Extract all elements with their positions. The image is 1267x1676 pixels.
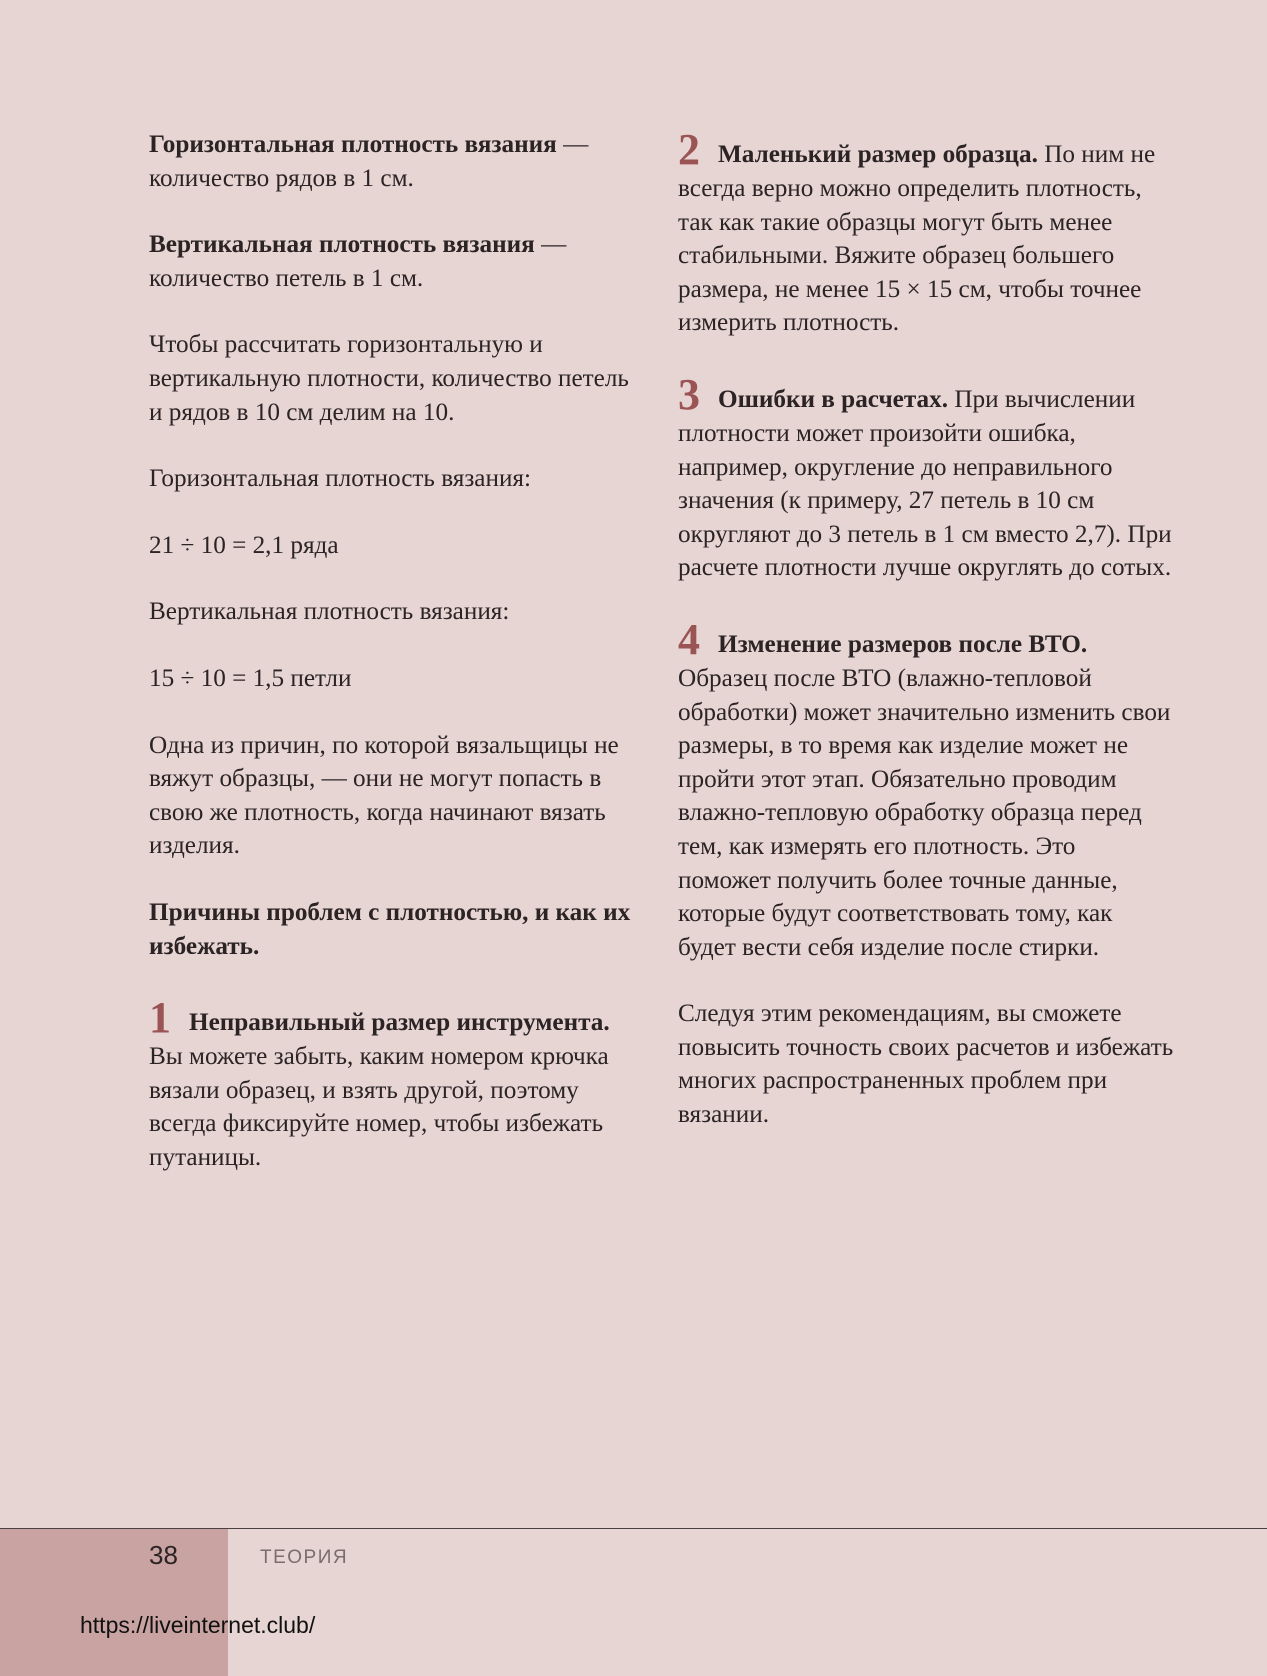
section-label: ТЕОРИЯ bbox=[260, 1547, 349, 1568]
left-column bbox=[149, 128, 639, 1174]
page-number: 38 bbox=[149, 1540, 178, 1570]
closing-paragraph: Следуя этим рекомендациям, вы сможете повысить точность своих расчетов и избежать многих распространенных проблем при вязании. bbox=[678, 1000, 1174, 1129]
definition-text: — количество петель в 1 см. bbox=[149, 231, 567, 292]
list-item-3 bbox=[678, 369, 1174, 585]
formula-horizontal: 21 ÷ 10 = 2,1 ряда bbox=[149, 531, 339, 559]
term-horizontal-density: Горизонтальная плотность вязания bbox=[149, 131, 557, 158]
list-item-2 bbox=[678, 125, 1174, 340]
item-title: Ошибки в расчетах. bbox=[718, 385, 949, 413]
label-horizontal-density: Горизонтальная плотность вязания: bbox=[149, 465, 532, 493]
list-item-1 bbox=[149, 993, 639, 1174]
section-heading bbox=[149, 896, 639, 963]
paragraph-horizontal-density bbox=[149, 128, 639, 195]
item-text: Образец после ВТО (влажно-тепловой обработки) может значительно изменить свои размеры, в то время как изделие может не пройти этот этап. Обязательно проводим влажно-тепловую обработку образца перед тем, как измерять его плотность. Это поможет получить более точные данные, которые будут соответствовать тому, как будет вести себя изделие после стирки. bbox=[678, 664, 1171, 961]
definition-text: — количество рядов в 1 см. bbox=[149, 131, 589, 192]
item-title: Изменение размеров после ВТО. bbox=[718, 630, 1088, 658]
formula-vertical: 15 ÷ 10 = 1,5 петли bbox=[149, 664, 352, 692]
paragraph-reason: Одна из причин, по которой вязальщицы не вяжут образцы, — они не могут попасть в свою же плотность, когда начинают вязать изделия. bbox=[149, 731, 619, 860]
right-column bbox=[678, 125, 1174, 1132]
item-number: 3 bbox=[678, 369, 700, 419]
item-text: При вычислении плотности может произойти ошибка, например, округление до неправильного значения (к примеру, 27 петель в 10 см округляют до 3 петель в 1 см вместо 2,7). При расчете плотности лучше округлять до сотых. bbox=[678, 385, 1172, 582]
item-text: Вы можете забыть, каким номером крючка вязали образец, и взять другой, поэтому всегда фиксируйте номер, чтобы избежать путаницы. bbox=[149, 1043, 609, 1171]
heading-text: Причины проблем с плотностью, и как их избежать. bbox=[149, 898, 631, 960]
item-number: 4 bbox=[678, 614, 700, 664]
paragraph-calculation: Чтобы рассчитать горизонтальную и вертикальную плотности, количество петель и рядов в 10 см делим на 10. bbox=[149, 331, 629, 426]
paragraph-vertical-density bbox=[149, 228, 639, 295]
item-text: По ним не всегда верно можно определить плотность, так как такие образцы могут быть менее стабильными. Вяжите образец большего размера, не менее 15 × 15 см, чтобы точнее измерить плотность. bbox=[678, 141, 1156, 337]
watermark-link[interactable]: https://liveinternet.club/ bbox=[80, 1612, 316, 1638]
list-item-4 bbox=[678, 614, 1174, 964]
item-title: Маленький размер образца. bbox=[718, 141, 1038, 168]
term-vertical-density: Вертикальная плотность вязания bbox=[149, 231, 535, 259]
item-number: 1 bbox=[149, 993, 171, 1043]
item-number: 2 bbox=[678, 125, 700, 174]
footer-color-block bbox=[0, 1529, 228, 1676]
item-title: Неправильный размер инструмента. bbox=[189, 1009, 610, 1037]
label-vertical-density: Вертикальная плотность вязания: bbox=[149, 598, 510, 626]
